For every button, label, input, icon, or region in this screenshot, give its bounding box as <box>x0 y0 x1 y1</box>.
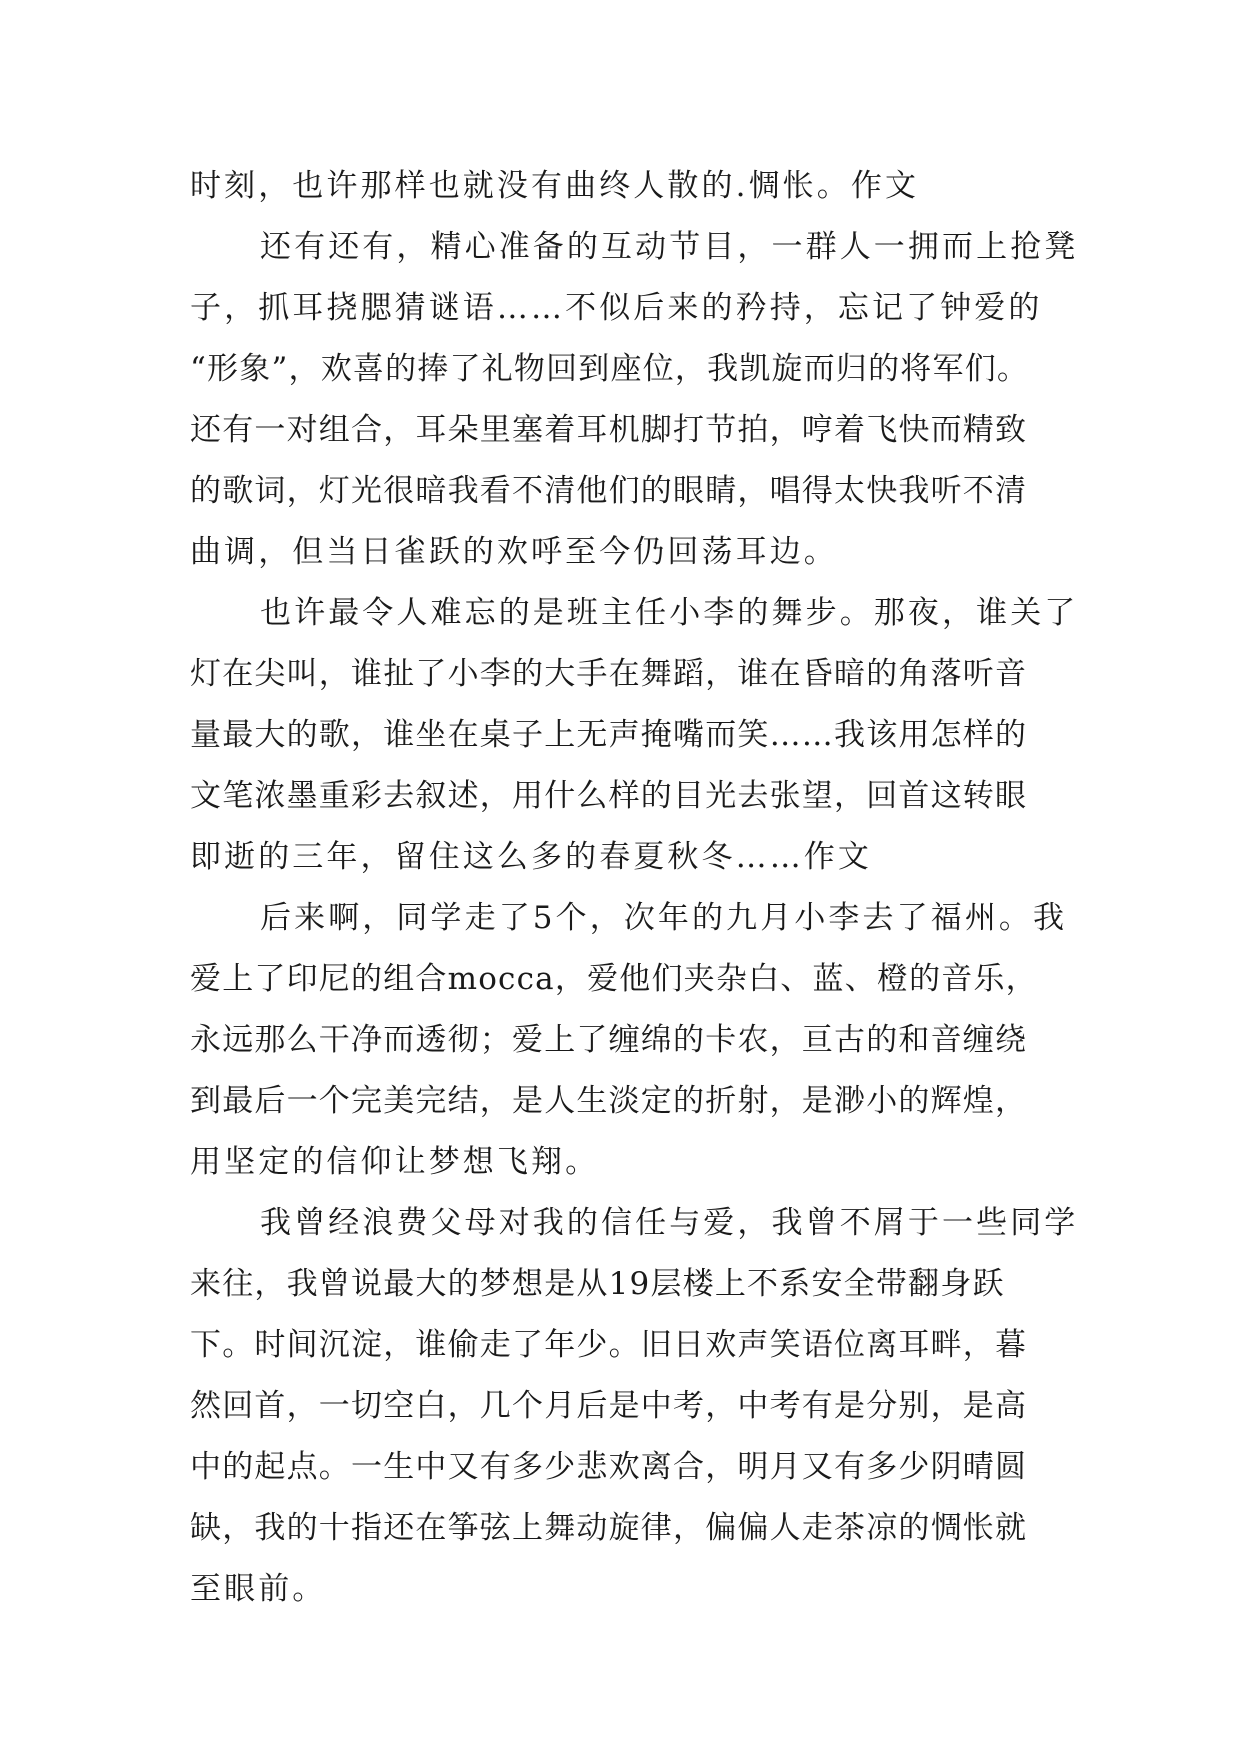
text-line: 中的起点。一生中又有多少悲欢离合，明月又有多少阴晴圆 <box>190 1449 1028 1485</box>
text-line: 还有一对组合，耳朵里塞着耳机脚打节拍，哼着飞快而精致 <box>190 412 1028 448</box>
text-line: 量最大的歌，谁坐在桌子上无声掩嘴而笑……我该用怎样的 <box>190 717 1028 753</box>
text-line: 到最后一个完美完结，是人生淡定的折射，是渺小的辉煌， <box>190 1083 1028 1119</box>
text-line: 即逝的三年，留住这么多的春夏秋冬……作文 <box>190 839 872 875</box>
text-line: 至眼前。 <box>190 1571 327 1607</box>
text-line: 爱上了印尼的组合mocca，爱他们夹杂白、蓝、橙的音乐， <box>190 961 1038 997</box>
text-line: “形象”，欢喜的捧了礼物回到座位，我凯旋而归的将军们。 <box>190 351 1030 387</box>
text-line: 子，抓耳挠腮猜谜语……不似后来的矜持，忘记了钟爱的 <box>190 290 1043 326</box>
body-text <box>190 156 1079 1620</box>
text-line: 灯在尖叫，谁扯了小李的大手在舞蹈，谁在昏暗的角落听音 <box>190 656 1028 692</box>
text-line: 然回首，一切空白，几个月后是中考，中考有是分别，是高 <box>190 1388 1028 1424</box>
paragraph-start-line: 我曾经浪费父母对我的信任与爱，我曾不屑于一些同学 <box>260 1205 1079 1241</box>
paragraph-start-line: 还有还有，精心准备的互动节目，一群人一拥而上抢凳 <box>260 229 1079 265</box>
text-line: 的歌词，灯光很暗我看不清他们的眼睛，唱得太快我听不清 <box>190 473 1028 509</box>
text-line: 来往，我曾说最大的梦想是从19层楼上不系安全带翻身跃 <box>190 1266 1005 1302</box>
text-line: 永远那么干净而透彻；爱上了缠绵的卡农，亘古的和音缠绕 <box>190 1022 1028 1058</box>
text-line: 时刻，也许那样也就没有曲终人散的.惆怅。作文 <box>190 168 920 204</box>
text-line: 曲调，但当日雀跃的欢呼至今仍回荡耳边。 <box>190 534 838 570</box>
text-line: 用坚定的信仰让梦想飞翔。 <box>190 1144 600 1180</box>
text-line: 下。时间沉淀，谁偷走了年少。旧日欢声笑语位离耳畔，暮 <box>190 1327 1028 1363</box>
paragraph-start-line: 后来啊，同学走了5个，次年的九月小李去了福州。我 <box>260 900 1068 936</box>
text-line: 缺，我的十指还在筝弦上舞动旋律，偏偏人走茶凉的惆怅就 <box>190 1510 1028 1546</box>
text-line: 文笔浓墨重彩去叙述，用什么样的目光去张望，回首这转眼 <box>190 778 1028 814</box>
paragraph-start-line: 也许最令人难忘的是班主任小李的舞步。那夜，谁关了 <box>260 595 1079 631</box>
